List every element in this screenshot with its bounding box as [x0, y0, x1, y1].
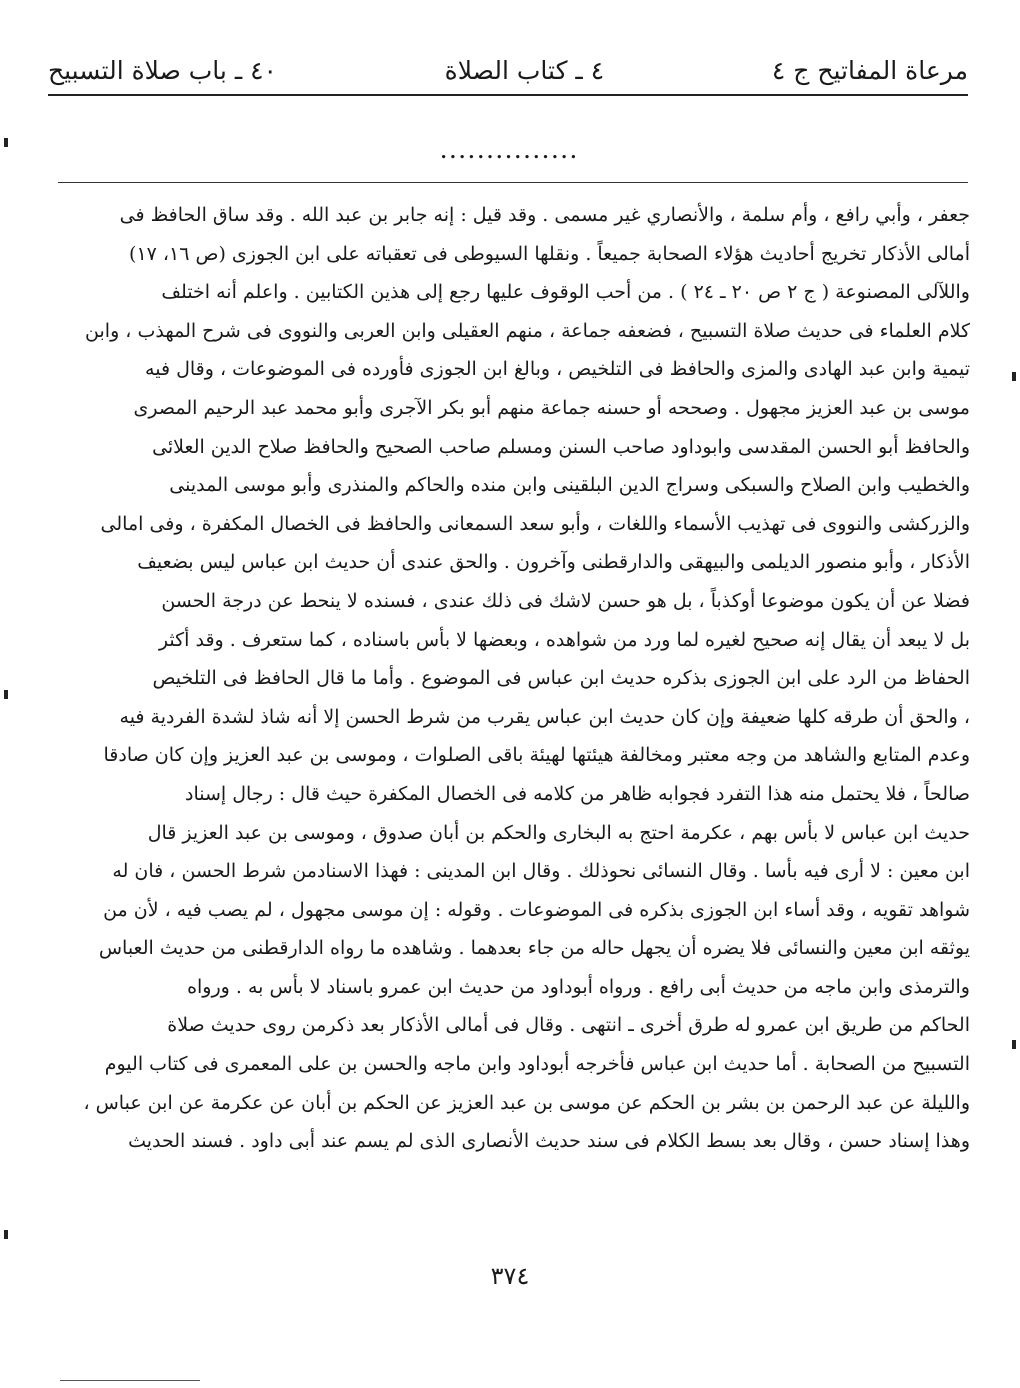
- text-line: فضلا عن أن يكون موضوعا أوكذباً ، بل هو حسن لاشك فى ذلك عندى ، فسنده لا ينحط عن درجة الحسن: [161, 589, 970, 612]
- text-line: ، والحق أن طرقه كلها ضعيفة وإن كان حديث ابن عباس يقرب من شرط الحسن إلا أنه شاذ لشدة الفردية فيه: [119, 705, 970, 728]
- binding-mark: [4, 690, 8, 699]
- footer-rule: [60, 1380, 200, 1381]
- text-line: حديث ابن عباس لا بأس بهم ، عكرمة احتج به البخارى والحكم بن أبان صدوق ، وموسى بن عبد العزيز قال: [147, 821, 970, 844]
- header-book-title: مرعاة المفاتيح ج ٤: [771, 55, 968, 85]
- running-header: [48, 48, 968, 92]
- text-line: الحفاظ من الرد على ابن الجوزى بذكره حديث ابن عباس فى الموضوع . وأما ما قال الحافظ فى التلخيص: [152, 667, 970, 690]
- text-line: والخطيب وابن الصلاح والسبكى وسراج الدين البلقينى وابن منده والحاكم والمنذرى وأبو موسى المدينى: [169, 474, 970, 497]
- separator-rule: [58, 182, 968, 183]
- text-line: جعفر ، وأبي رافع ، وأم سلمة ، والأنصاري غير مسمى . وقد قيل : إنه جابر بن عبد الله . وقد ساق الحافظ فى: [119, 204, 970, 226]
- body-text: [52, 196, 970, 1161]
- text-line: كلام العلماء فى حديث صلاة التسبيح ، فضعفه جماعة ، منهم العقيلى وابن العربى والنووى فى شرح المهذب ، وابن: [85, 319, 970, 342]
- header-chapter-title: ٤ ـ كتاب الصلاة: [444, 55, 605, 85]
- text-line: بل لا يبعد أن يقال إنه صحيح لغيره لما ورد من شواهده ، وبعضها لا بأس باسناده ، كما ستعرف . وقد أكثر: [158, 628, 970, 651]
- text-line: واللآلى المصنوعة ( ج ٢ ص ٢٠ ـ ٢٤ ) . من أحب الوقوف عليها رجع إلى هذين الكتابين . واعلم أنه اختلف: [161, 281, 970, 304]
- text-line: وعدم المتابع والشاهد من وجه معتبر ومخالفة هيئتها لهيئة باقى الصلوات ، وموسى بن عبد العزيز وإن كان صادقا: [103, 744, 970, 767]
- text-line: أمالى الأذكار تخريج أحاديث هؤلاء الصحابة جميعاً . ونقلها السيوطى فى تعقباته على ابن الجوزى (ص ١٦، ١٧): [129, 242, 970, 265]
- page-number: ٣٧٤: [490, 1262, 530, 1290]
- text-line: ابن معين : لا أرى فيه بأسا . وقال النسائى نحوذلك . وقال ابن المدينى : فهذا الاسنادمن شرط الحسن ، فان له: [112, 860, 970, 883]
- text-line: والليلة عن عبد الرحمن بن بشر بن الحكم عن موسى بن عبد العزيز عن الحكم بن أبان عن عكرمة عن ابن عباس ،: [83, 1091, 970, 1114]
- text-line: الحاكم من طريق ابن عمرو له طرق أخرى ـ انتهى . وقال فى أمالى الأذكار بعد ذكرمن روى حديث صلاة: [167, 1014, 970, 1037]
- text-line: الأذكار ، وأبو منصور الديلمى والبيهقى والدارقطنى وآخرون . والحق عندى أن حديث ابن عباس ليس بضعيف: [137, 551, 970, 574]
- binding-mark: [4, 138, 8, 147]
- binding-mark: [1012, 1040, 1016, 1049]
- text-line: صالحاً ، فلا يحتمل منه هذا التفرد فجوابه ظاهر من كلامه فى الخصال المكفرة حيث قال : رجال إسناد: [185, 782, 970, 805]
- binding-mark: [4, 1230, 8, 1239]
- text-line: وهذا إسناد حسن ، وقال بعد بسط الكلام فى سند حديث الأنصارى الذى لم يسم عند أبى داود . فسند الحديث: [128, 1130, 970, 1153]
- text-line: والحافظ أبو الحسن المقدسى وابوداود صاحب السنن ومسلم صاحب الصحيح والحافظ صلاح الدين العلائى: [152, 435, 970, 458]
- header-rule: [48, 94, 968, 96]
- text-line: يوثقه ابن معين والنسائى فلا يضره أن يجهل حاله من جاء بعدهما . وشاهده ما رواه الدارقطنى من حديث العباس: [98, 937, 970, 960]
- text-line: شواهد تقويه ، وقد أساء ابن الجوزى بذكره فى الموضوعات . وقوله : إن موسى مجهول ، لم يصب فيه ، لأن من: [103, 898, 970, 921]
- section-dots: ...............: [440, 142, 580, 163]
- binding-mark: [1012, 372, 1016, 381]
- text-line: والزركشى والنووى فى تهذيب الأسماء واللغات ، وأبو سعد السمعانى والحافظ فى الخصال المكفرة ، وفى امالى: [100, 512, 970, 535]
- text-line: التسبيح من الصحابة . أما حديث ابن عباس فأخرجه أبوداود وابن ماجه والحسن بن على المعمرى فى كتاب اليوم: [104, 1053, 970, 1076]
- text-line: والترمذى وابن ماجه من حديث أبى رافع . ورواه أبوداود من حديث ابن عمرو باسناد لا بأس به . ورواه: [187, 975, 970, 998]
- header-section-title: ٤٠ ـ باب صلاة التسبيح: [48, 55, 277, 85]
- text-line: تيمية وابن عبد الهادى والمزى والحافظ فى التلخيص ، وبالغ ابن الجوزى فأورده فى الموضوعات ، وقال فيه: [145, 358, 970, 381]
- text-line: موسى بن عبد العزيز مجهول . وصححه أو حسنه جماعة منهم أبو بكر الآجرى وأبو محمد عبد الرحيم المصرى: [133, 396, 970, 419]
